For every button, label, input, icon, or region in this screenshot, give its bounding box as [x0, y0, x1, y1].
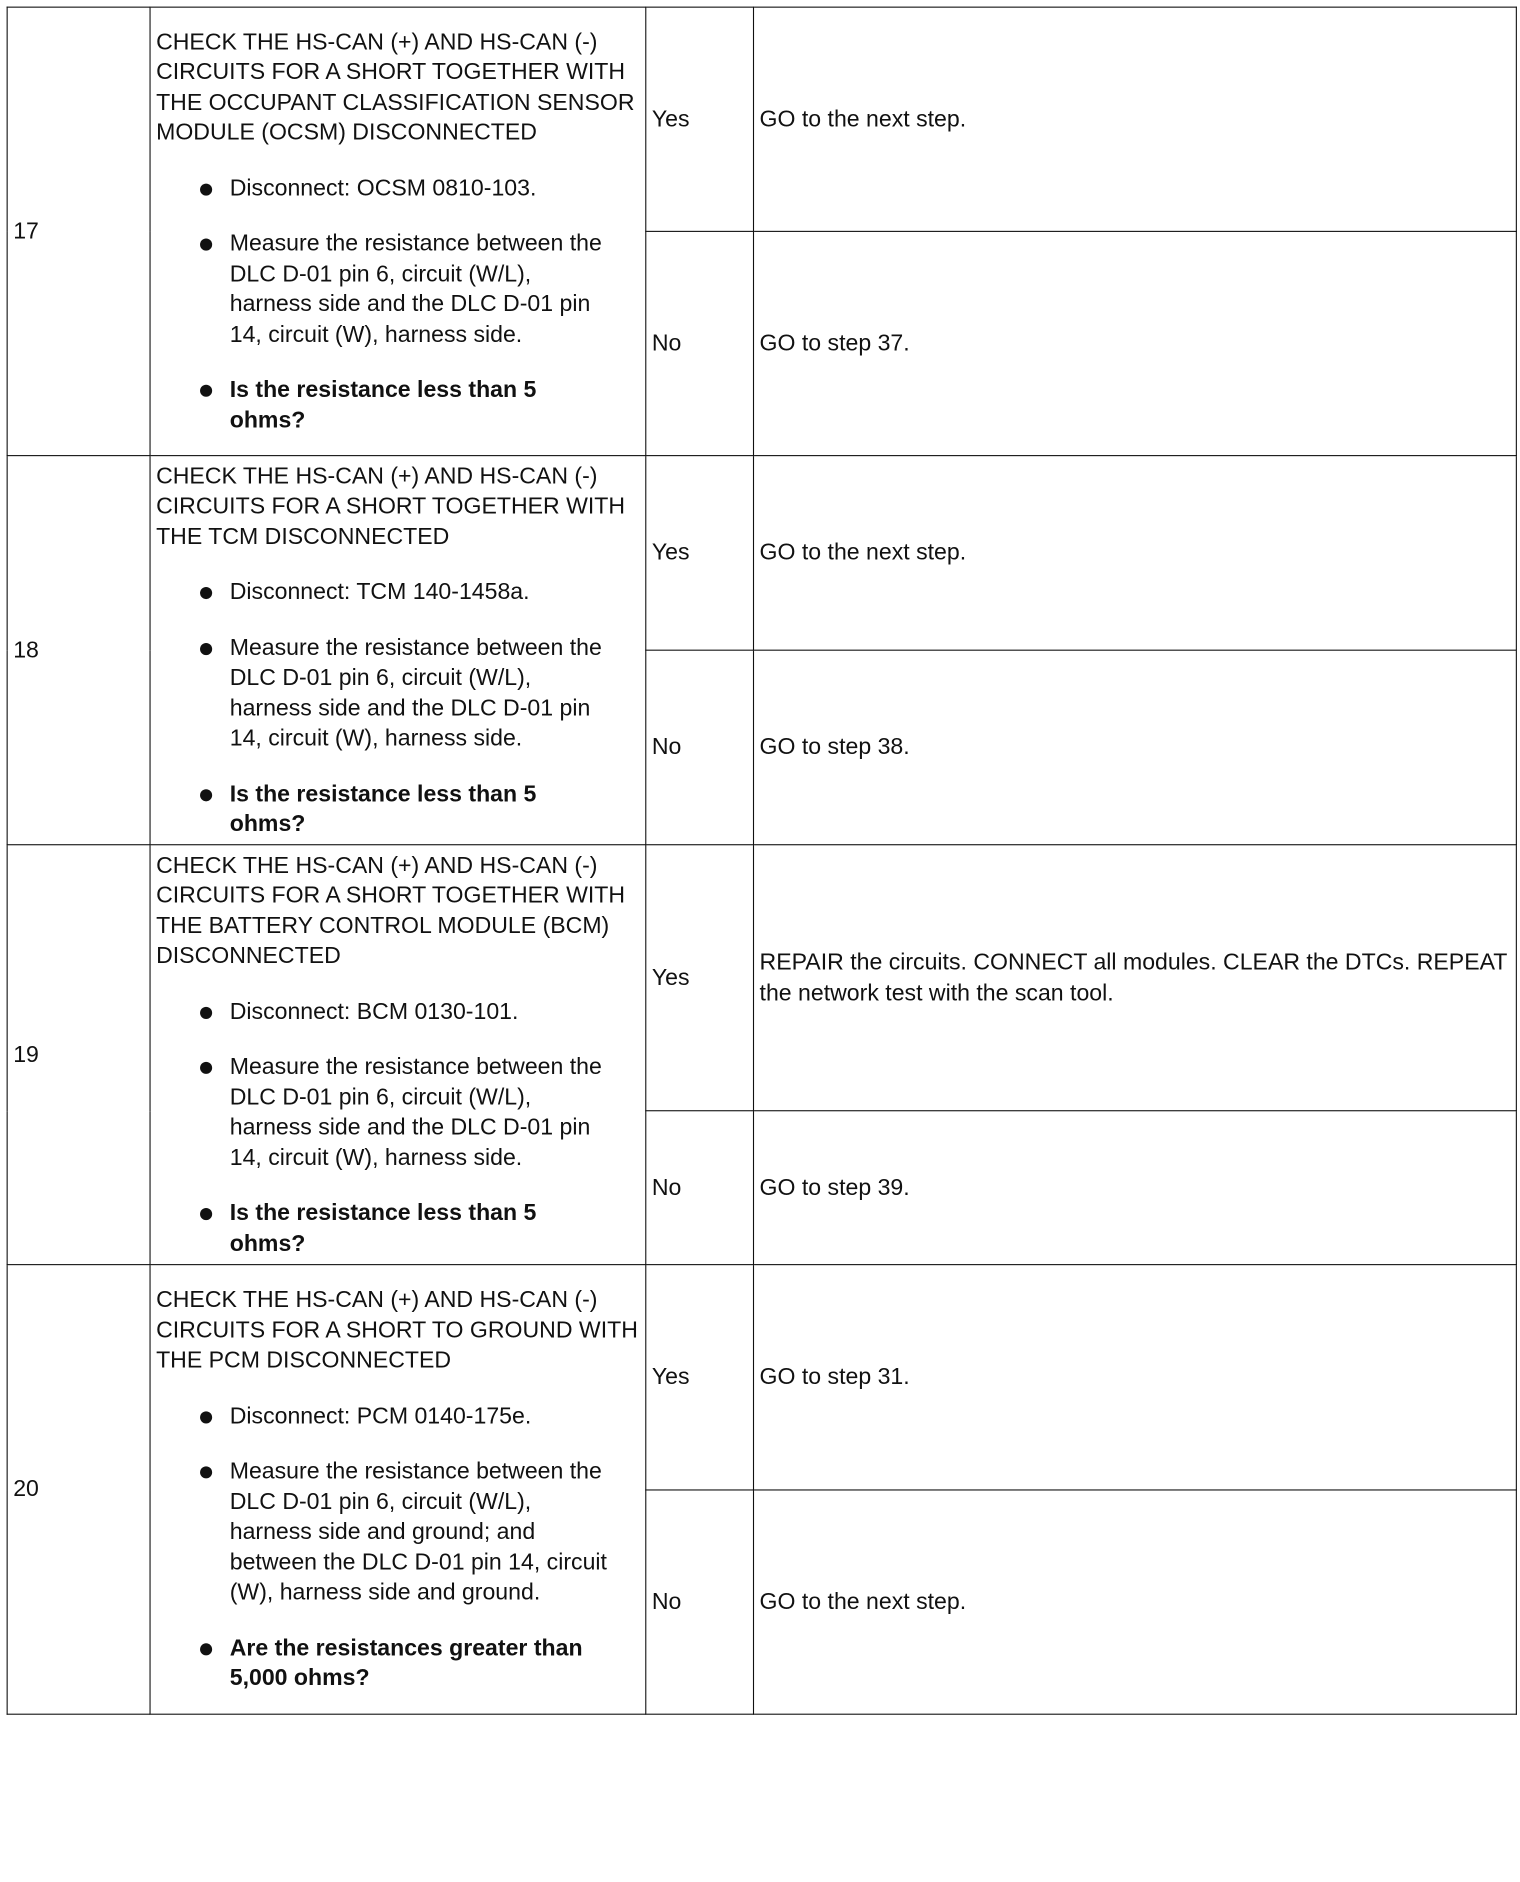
result-action: REPAIR the circuits. CONNECT all modules. CLEAR the DTCs. REPEAT the network test with the scan tool.	[754, 845, 1517, 1111]
result-action: GO to the next step.	[754, 7, 1517, 231]
instruction-item: Disconnect: TCM 140-1458a.	[156, 577, 640, 607]
result-answer: No	[646, 1111, 754, 1265]
step-row	[7, 7, 1516, 231]
bullet-icon	[200, 1007, 212, 1019]
step-heading: CHECK THE HS-CAN (+) AND HS-CAN (-) CIRCUITS FOR A SHORT TOGETHER WITH THE OCCUPANT CLASSIFICATION SENSOR MODULE (OCSM) DISCONNECTED	[156, 29, 635, 146]
bullet-icon	[200, 587, 212, 599]
instruction-question: Is the resistance less than 5 ohms?	[156, 1198, 640, 1258]
bullet-icon	[200, 789, 212, 801]
result-action: GO to step 38.	[754, 650, 1517, 845]
instruction-item: Measure the resistance between the DLC D-01 pin 6, circuit (W/L), harness side and ground; and between the DLC D-01 pin 14, circuit (W), harness side and ground.	[156, 1457, 640, 1608]
bullet-icon	[200, 183, 212, 195]
step-row	[7, 1265, 1516, 1490]
step-description	[150, 1265, 646, 1715]
bullet-icon	[200, 1467, 212, 1479]
result-action: GO to step 39.	[754, 1111, 1517, 1265]
step-heading: CHECK THE HS-CAN (+) AND HS-CAN (-) CIRCUITS FOR A SHORT TOGETHER WITH THE BATTERY CONTROL MODULE (BCM) DISCONNECTED	[156, 852, 626, 969]
bullet-icon	[200, 642, 212, 654]
step-description	[150, 7, 646, 455]
instruction-question: Is the resistance less than 5 ohms?	[156, 375, 640, 435]
bullet-icon	[200, 1643, 212, 1655]
instruction-question: Is the resistance less than 5 ohms?	[156, 779, 640, 839]
step-row	[7, 456, 1516, 651]
instruction-question: Are the resistances greater than 5,000 ohms?	[156, 1633, 640, 1693]
result-answer: Yes	[646, 845, 754, 1111]
result-action: GO to step 37.	[754, 231, 1517, 455]
result-answer: No	[646, 650, 754, 845]
result-action: GO to the next step.	[754, 456, 1517, 651]
result-answer: Yes	[646, 7, 754, 231]
bullet-icon	[200, 1411, 212, 1423]
diagnostic-steps-table	[7, 7, 1517, 1715]
step-number: 20	[7, 1265, 150, 1715]
instruction-item: Disconnect: BCM 0130-101.	[156, 997, 640, 1027]
bullet-icon	[200, 239, 212, 251]
step-number: 19	[7, 845, 150, 1265]
bullet-icon	[200, 385, 212, 397]
result-action: GO to the next step.	[754, 1490, 1517, 1714]
result-answer: No	[646, 231, 754, 455]
step-row	[7, 845, 1516, 1111]
result-answer: Yes	[646, 1265, 754, 1490]
step-description	[150, 845, 646, 1265]
step-number: 17	[7, 7, 150, 455]
instruction-item: Disconnect: PCM 0140-175e.	[156, 1401, 640, 1431]
step-heading: CHECK THE HS-CAN (+) AND HS-CAN (-) CIRCUITS FOR A SHORT TOGETHER WITH THE TCM DISCONNECTED	[156, 463, 626, 550]
bullet-icon	[200, 1208, 212, 1220]
step-instructions	[156, 997, 640, 1259]
result-answer: No	[646, 1490, 754, 1714]
step-instructions	[156, 577, 640, 839]
step-number: 18	[7, 456, 150, 845]
instruction-item: Measure the resistance between the DLC D-01 pin 6, circuit (W/L), harness side and the DLC D-01 pin 14, circuit (W), harness side.	[156, 633, 640, 754]
instruction-item: Measure the resistance between the DLC D-01 pin 6, circuit (W/L), harness side and the DLC D-01 pin 14, circuit (W), harness side.	[156, 229, 640, 350]
result-action: GO to step 31.	[754, 1265, 1517, 1490]
step-instructions	[156, 1401, 640, 1693]
bullet-icon	[200, 1062, 212, 1074]
step-instructions	[156, 173, 640, 435]
result-answer: Yes	[646, 456, 754, 651]
step-heading: CHECK THE HS-CAN (+) AND HS-CAN (-) CIRCUITS FOR A SHORT TO GROUND WITH THE PCM DISCONNECTED	[156, 1287, 638, 1374]
step-description	[150, 456, 646, 845]
instruction-item: Disconnect: OCSM 0810-103.	[156, 173, 640, 203]
instruction-item: Measure the resistance between the DLC D-01 pin 6, circuit (W/L), harness side and the DLC D-01 pin 14, circuit (W), harness side.	[156, 1052, 640, 1173]
